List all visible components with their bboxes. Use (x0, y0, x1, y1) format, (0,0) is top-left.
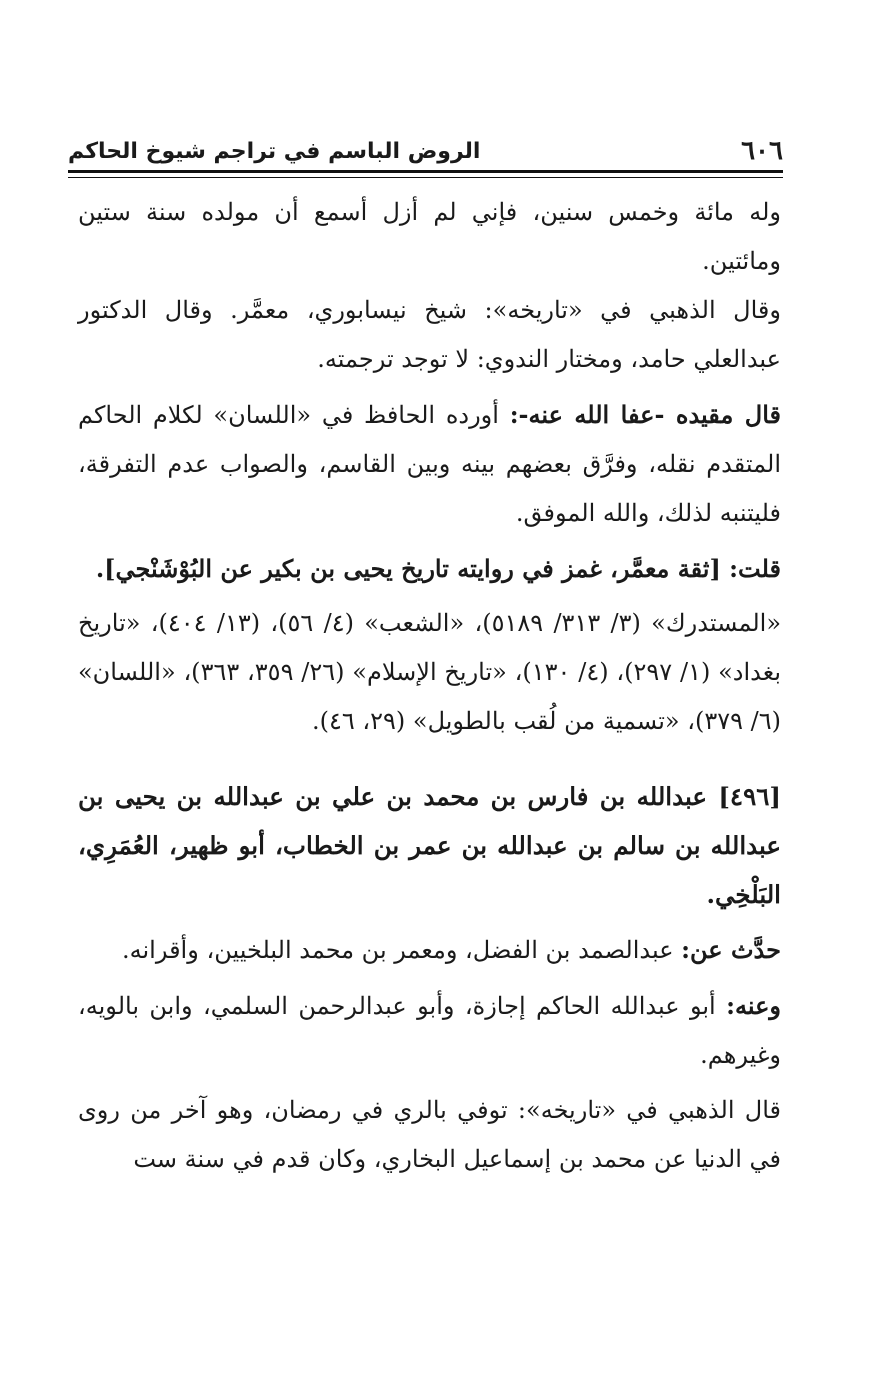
students-label: وعنه: (726, 991, 781, 1020)
paragraph-editor-note (78, 390, 781, 538)
page-body (78, 188, 781, 1184)
verdict-label: قلت: (729, 554, 781, 583)
paragraph-teachers (78, 925, 781, 975)
page-number: ٦٠٦ (741, 136, 783, 166)
students-text: أبو عبدالله الحاكم إجازة، وأبو عبدالرحمن السلمي، وابن بالويه، وغيرهم. (78, 992, 781, 1069)
editor-label: قال مقيده -عفا الله عنه-: (509, 400, 781, 429)
paragraph-sources: «المستدرك» (٣/ ٣١٣/ ٥١٨٩)، «الشعب» (٤/ ٥٦)، (١٣/ ٤٠٤)، «تاريخ بغداد» (١/ ٢٩٧)، (٤/ ١٣٠)، «تاريخ الإسلام» (٢٦/ ٣٥٩، ٣٦٣)، «اللسان» (٦/ ٣٧٩)، «تسمية من لُقب بالطويل» (٢٩، ٤٦). (78, 609, 782, 735)
teachers-text: عبدالصمد بن الفضل، ومعمر بن محمد البلخيين، وأقرانه. (122, 936, 682, 964)
paragraph-dhahabi-note: وقال الذهبي في «تاريخه»: شيخ نيسابوري، معمَّر. وقال الدكتور عبدالعلي حامد، ومختار الندوي: لا توجد ترجمته. (78, 296, 781, 373)
verdict-text: [ثقة معمَّر، غمز في روايته تاريخ يحيى بن بكير عن البُوْشَنْجي]. (95, 554, 730, 583)
header-rule-thin (68, 177, 783, 178)
editor-text: أورده الحافظ في «اللسان» لكلام الحاكم المتقدم نقله، وفرَّق بعضهم بينه وبين القاسم، والصواب عدم التفرقة، فليتنبه لذلك، والله الموفق. (78, 401, 781, 527)
teachers-label: حدَّث عن: (681, 935, 781, 964)
entry-heading: [٤٩٦] عبدالله بن فارس بن محمد بن علي بن عبدالله بن يحيى بن عبدالله بن سالم بن عبدالله بن عمر بن الخطاب، أبو ظهير، العُمَرِي، البَلْخِي. (78, 782, 781, 909)
paragraph-students (78, 981, 781, 1080)
page-header (68, 134, 783, 168)
paragraph-lifespan: وله مائة وخمس سنين، فإني لم أزل أسمع أن مولده سنة ستين ومائتين. (78, 198, 781, 275)
header-rule-thick (68, 170, 783, 173)
paragraph-verdict (78, 544, 781, 593)
running-title: الروض الباسم في تراجم شيوخ الحاكم (68, 138, 481, 164)
paragraph-death-note: قال الذهبي في «تاريخه»: توفي بالري في رمضان، وهو آخر من روى في الدنيا عن محمد بن إسماعيل البخاري، وكان قدم في سنة ست (78, 1096, 781, 1173)
